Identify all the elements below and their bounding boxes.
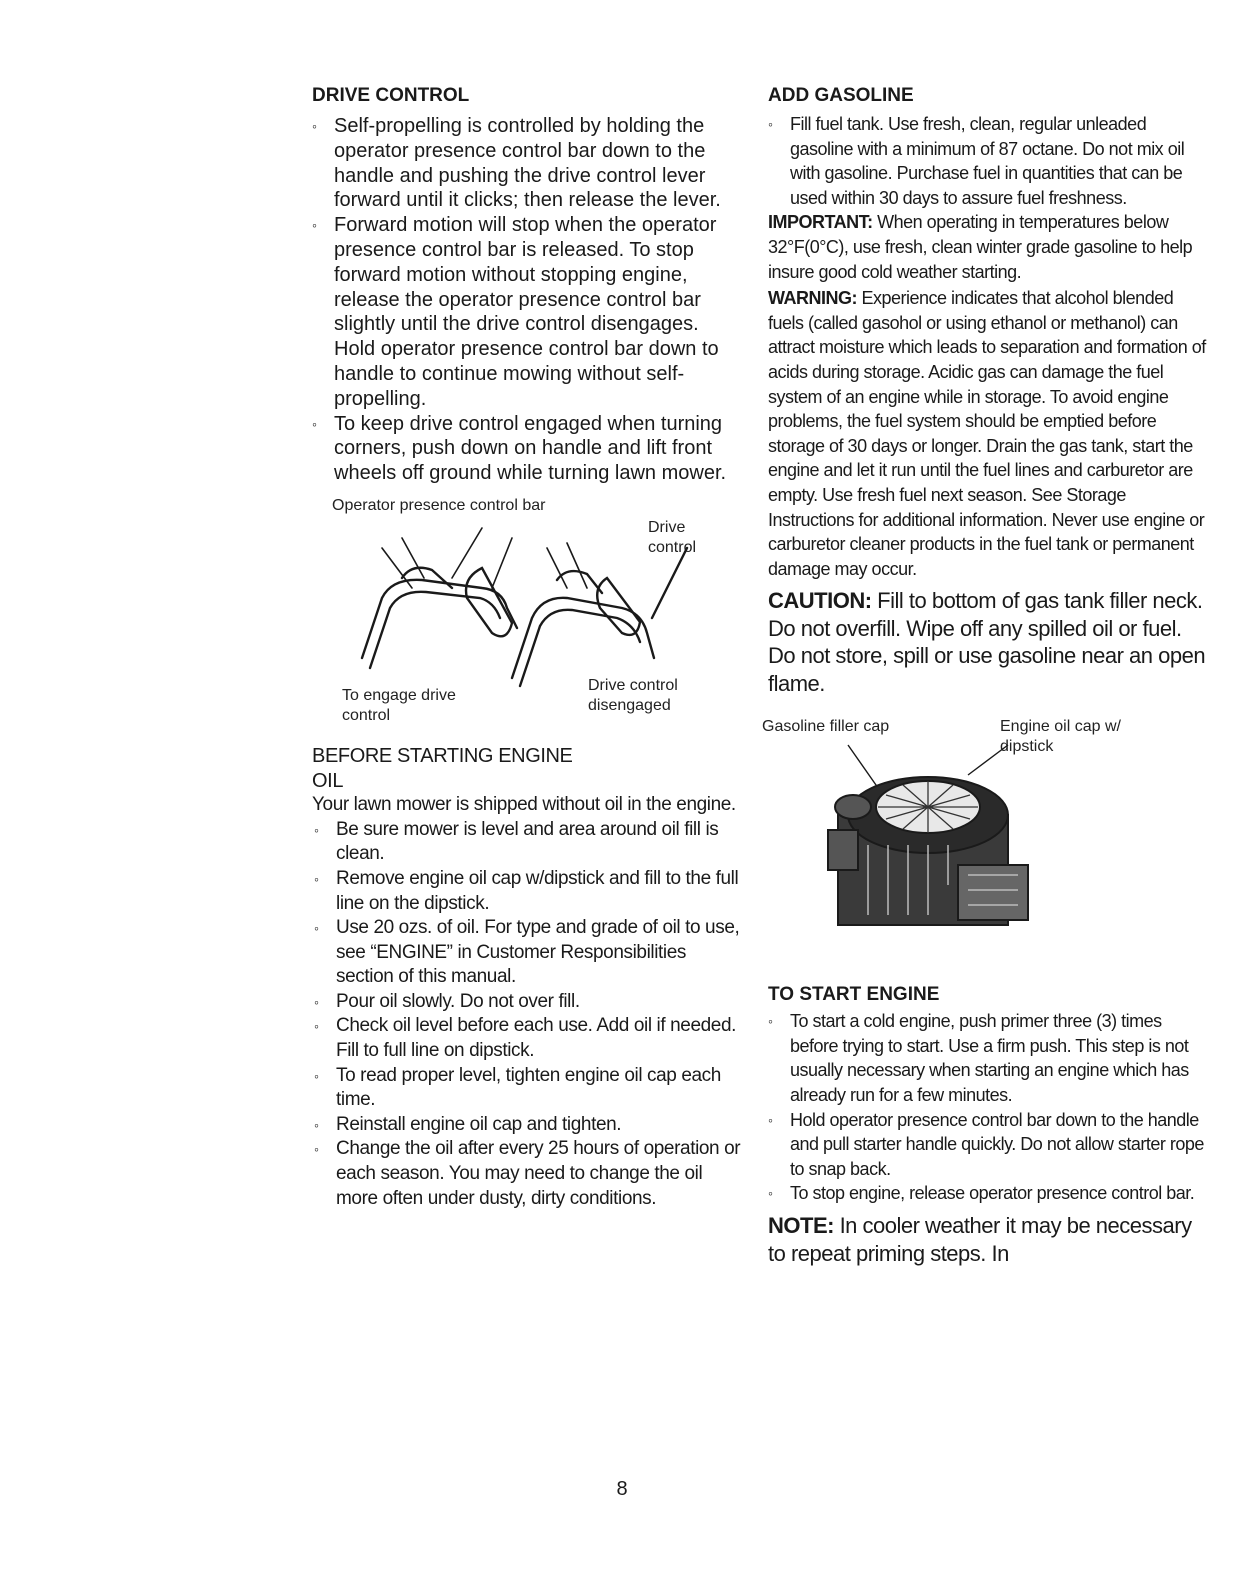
list-item: ◦ Forward motion will stop when the operator presence control bar is released. To stop forward motion without stopping engine, release the operator presence control bar slightly until the drive control disengages. Hold operator presence control bar down to handle to continue mowing without self-propelling. [312, 213, 742, 411]
list-item: ◦ Self-propelling is controlled by holding the operator presence control bar down to the handle and pushing the drive control lever forward until it clicks; then release the lever. [312, 114, 742, 213]
list-item: ◦ Reinstall engine oil cap and tighten. [314, 1113, 742, 1138]
list-item: ◦ Use 20 ozs. of oil. For type and grade of oil to use, see “ENGINE” in Customer Responsibilities section of this manual. [314, 916, 742, 990]
list-item: ◦ Fill fuel tank. Use fresh, clean, regular unleaded gasoline with a minimum of 87 octane. Do not mix oil with gasoline. Purchase fuel in quantities that can be used within 30 days to assure fuel freshness. [768, 112, 1208, 210]
figure-label-oil-cap: Engine oil cap w/ dipstick [1000, 718, 1121, 756]
caution-text: Fill to bottom of gas tank filler neck. Do not overfill. Wipe off any spilled oil or fuel. Do not store, spill or use gasoline near an open flame. [768, 588, 1206, 696]
warning-label: WARNING: [768, 288, 857, 309]
start-engine-heading: TO START ENGINE [768, 984, 940, 1006]
right-column [762, 84, 1208, 1267]
list-item: ◦ Hold operator presence control bar down to the handle and pull starter handle quickly. Do not allow starter rope to snap back. [768, 1108, 1208, 1182]
add-gasoline-heading: ADD GASOLINE [768, 85, 914, 106]
list-item: ◦ To keep drive control engaged when turning corners, push down on handle and lift front wheels off ground while turning lawn mower. [312, 412, 742, 486]
oil-list [312, 818, 742, 1212]
list-item: ◦ Be sure mower is level and area around oil fill is clean. [314, 818, 742, 867]
caution-paragraph [768, 587, 1208, 697]
note-label: NOTE: [768, 1213, 834, 1239]
list-item: ◦ Change the oil after every 25 hours of operation or each season. You may need to change the oil more often under dusty, dirty conditions. [314, 1137, 742, 1211]
page-number: 8 [616, 1478, 628, 1500]
figure-label-operator-bar: Operator presence control bar [332, 496, 546, 514]
oil-intro-text: Your lawn mower is shipped without oil in the engine. [312, 794, 736, 816]
caution-label: CAUTION: [768, 588, 872, 614]
mower-handle-illustration [342, 518, 702, 688]
list-item: ◦ Check oil level before each use. Add oil if needed. Fill to full line on dipstick. [314, 1014, 742, 1063]
figure-label-disengaged: Drive control disengaged [588, 676, 678, 714]
figure-label-drive-control: Drive control [648, 518, 697, 556]
left-column [312, 84, 742, 1211]
note-text: In cooler weather it may be necessary to repeat priming steps. In [768, 1213, 1192, 1266]
important-text: When operating in temperatures below 32°F(0°C), use fresh, clean winter grade gasoline to help insure good cold weather starting. [768, 212, 1193, 282]
list-item: ◦ Pour oil slowly. Do not over fill. [314, 990, 742, 1015]
oil-intro [312, 793, 742, 818]
oil-subheading: OIL [312, 769, 344, 792]
figure-label-engage: To engage drive control [342, 686, 456, 724]
engine-illustration [808, 735, 1048, 945]
drive-control-figure [312, 496, 742, 746]
engine-figure [762, 717, 1208, 967]
important-label: IMPORTANT: [768, 212, 873, 233]
warning-paragraph [768, 286, 1208, 581]
gasoline-list [768, 112, 1208, 210]
before-starting-section [312, 744, 742, 1211]
list-item: ◦ To start a cold engine, push primer three (3) times before trying to start. Use a firm push. This step is not usually necessary when starting an engine which has already run for a few minutes. [768, 1009, 1208, 1107]
list-item: ◦ To stop engine, release operator presence control bar. [768, 1181, 1208, 1206]
note-paragraph [768, 1212, 1208, 1267]
list-item: ◦ To read proper level, tighten engine oil cap each time. [314, 1064, 742, 1113]
start-engine-list [768, 1009, 1208, 1206]
warning-text: Experience indicates that alcohol blended fuels (called gasohol or using ethanol or methanol) can attract moisture which leads to separation and formation of acids during storage. Acidic gas can damage the fuel system of an engine while in storage. To avoid engine problems, the fuel system should be emptied before storage of 30 days or longer. Drain the gas tank, start the engine and let it run until the fuel lines and carburetor are empty. Use fresh fuel next season. See Storage Instructions for additional information. Never use engine or carburetor cleaner products in the fuel tank or permanent damage may occur. [768, 288, 1206, 579]
important-paragraph [768, 210, 1208, 284]
before-starting-heading: BEFORE STARTING ENGINE [312, 744, 573, 767]
drive-control-list [312, 114, 742, 486]
figure-label-filler-cap: Gasoline filler cap [762, 718, 890, 736]
drive-control-heading: DRIVE CONTROL [312, 85, 470, 106]
list-item: ◦ Remove engine oil cap w/dipstick and fill to the full line on the dipstick. [314, 867, 742, 916]
